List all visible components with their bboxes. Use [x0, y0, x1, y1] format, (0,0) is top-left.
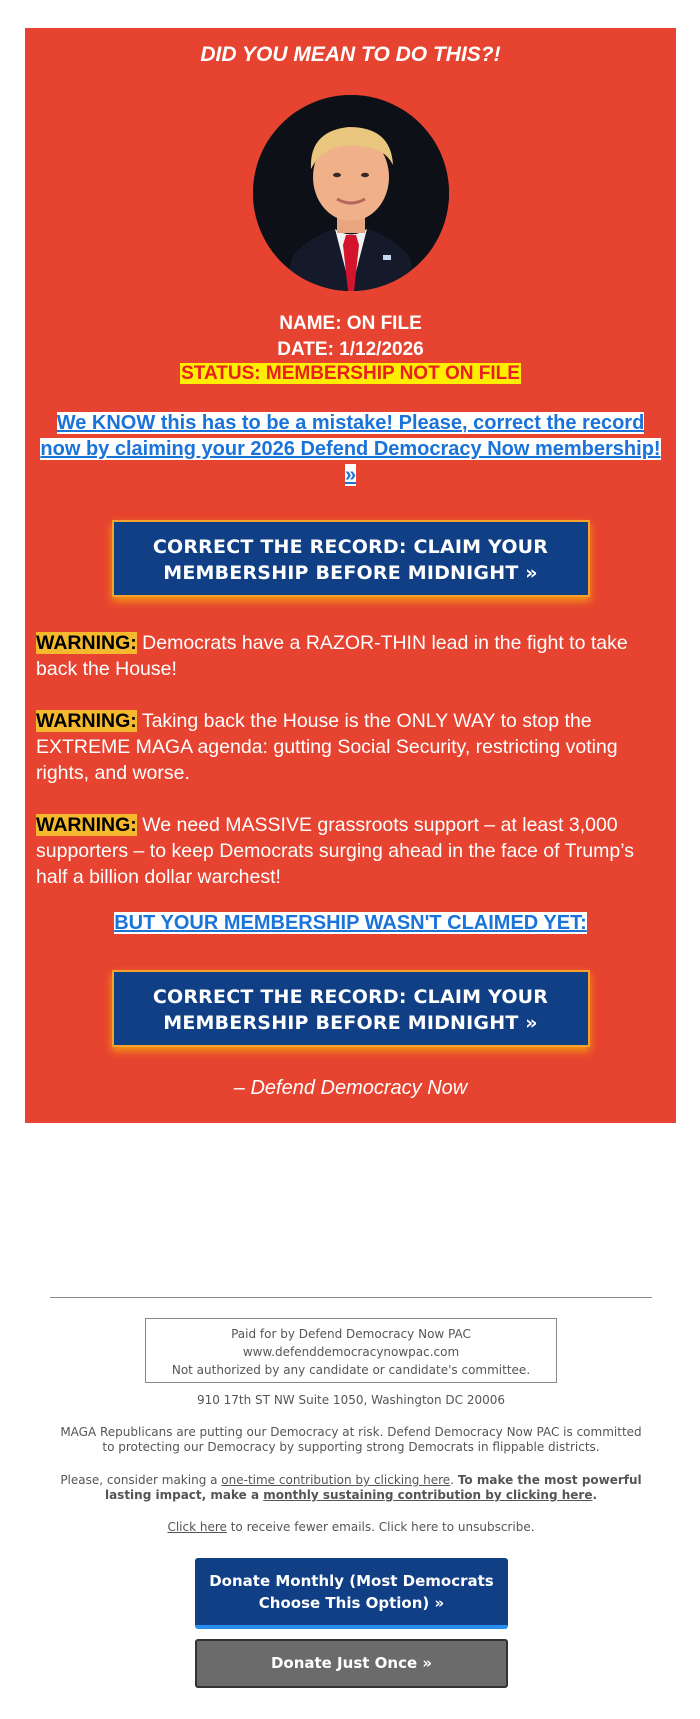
donate-monthly-line-2: Choose This Option) »	[258, 1594, 445, 1612]
warning-paragraph-3	[36, 812, 665, 890]
candidate-portrait	[253, 95, 449, 291]
contribution-text	[60, 1473, 642, 1503]
claim-membership-button-1[interactable]	[112, 520, 590, 597]
contribution-bold: To make the most powerful lasting impact, make a	[104, 1473, 642, 1502]
name-line: NAME: ON FILE	[279, 313, 422, 334]
claim-membership-button-2[interactable]	[112, 970, 590, 1047]
not-claimed-paragraph	[36, 910, 665, 936]
paid-for-box	[145, 1318, 557, 1383]
record-info	[36, 311, 665, 384]
cta-wrap-1	[36, 520, 665, 597]
website-line: www.defenddemocracynowpac.com	[242, 1345, 460, 1359]
footer-divider	[50, 1297, 652, 1298]
portrait-illustration	[253, 95, 449, 291]
cta-1-line-1: CORRECT THE RECORD: CLAIM YOUR	[152, 536, 549, 558]
mission-text: MAGA Republicans are putting our Democracy at risk. Defend Democracy Now PAC is committed to protecting our Democracy by supporting strong Democrats in flippable districts.	[60, 1425, 642, 1454]
one-time-contribution-link[interactable]: one-time contribution by clicking here	[221, 1473, 451, 1487]
monthly-contribution-link[interactable]: monthly sustaining contribution by clicking here	[263, 1488, 593, 1502]
cta-wrap-2	[36, 970, 665, 1047]
donate-once-button[interactable]: Donate Just Once »	[195, 1639, 508, 1688]
claim-membership-link[interactable]: We KNOW this has to be a mistake! Please, correct the record now by claiming your 2026 Defend Democracy Now membership! »	[40, 412, 661, 486]
fewer-emails-link[interactable]: Click here	[167, 1520, 227, 1534]
address-line: 910 17th ST NW Suite 1050, Washington DC 20006	[196, 1393, 506, 1407]
not-claimed-link[interactable]: BUT YOUR MEMBERSHIP WASN'T CLAIMED YET:	[114, 912, 587, 934]
warning-tag: WARNING:	[36, 814, 137, 836]
contribution-middle: .	[450, 1473, 458, 1487]
email-card	[25, 28, 676, 1123]
status-badge: STATUS: MEMBERSHIP NOT ON FILE	[181, 363, 520, 384]
warning-paragraph-2	[36, 708, 665, 786]
warning-tag: WARNING:	[36, 710, 137, 732]
date-line: DATE: 1/12/2026	[277, 339, 424, 360]
donate-monthly-button[interactable]	[195, 1558, 508, 1629]
headline: DID YOU MEAN TO DO THIS?!	[200, 43, 501, 66]
warning-text: Taking back the House is the ONLY WAY to stop the EXTREME MAGA agenda: gutting Social Security, restricting voting rights, and worse.	[36, 710, 618, 784]
contribution-prefix: Please, consider making a	[60, 1473, 222, 1487]
fewer-emails-rest: to receive fewer emails. Click here to unsubscribe.	[226, 1520, 535, 1534]
donate-monthly-line-1: Donate Monthly (Most Democrats	[209, 1572, 494, 1590]
warning-paragraph-1	[36, 630, 665, 682]
warning-text: We need MASSIVE grassroots support – at least 3,000 supporters – to keep Democrats surging ahead in the face of Trump’s half a billion dollar warchest!	[36, 814, 634, 888]
signoff: – Defend Democracy Now	[233, 1077, 468, 1099]
paid-for-line: Paid for by Defend Democracy Now PAC	[231, 1327, 471, 1341]
cta-1-line-2: MEMBERSHIP BEFORE MIDNIGHT »	[163, 562, 538, 584]
not-authorized-line: Not authorized by any candidate or candidate's committee.	[171, 1363, 531, 1377]
warning-tag: WARNING:	[36, 632, 137, 654]
fewer-emails-text	[50, 1520, 652, 1535]
contribution-suffix: .	[592, 1488, 598, 1502]
cta-2-line-1: CORRECT THE RECORD: CLAIM YOUR	[152, 986, 549, 1008]
mistake-paragraph	[36, 410, 665, 488]
cta-2-line-2: MEMBERSHIP BEFORE MIDNIGHT »	[163, 1012, 538, 1034]
warning-text: Democrats have a RAZOR-THIN lead in the fight to take back the House!	[36, 632, 628, 680]
